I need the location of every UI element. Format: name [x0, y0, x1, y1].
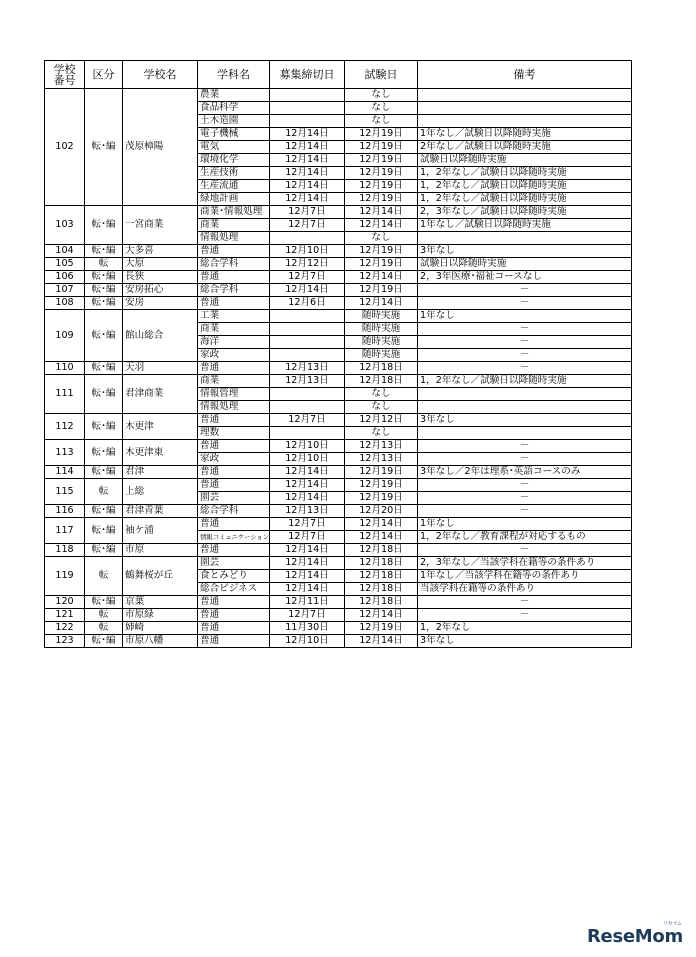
exam-date-cell: 12月19日 [345, 154, 418, 167]
logo-subtext: リセマム [663, 921, 682, 927]
department-cell: 総合ビジネス [198, 583, 270, 596]
deadline-cell: 12月14日 [270, 557, 345, 570]
department-cell: 普通 [198, 362, 270, 375]
exam-date-cell: なし [345, 427, 418, 440]
school-name-cell: 君津 [123, 466, 198, 479]
table-row [45, 440, 632, 453]
remarks-cell: － [418, 349, 632, 362]
deadline-cell: 12月10日 [270, 635, 345, 648]
deadline-cell [270, 336, 345, 349]
table-row [45, 544, 632, 557]
header-school-name: 学校名 [123, 61, 198, 89]
category-cell: 転･編 [85, 596, 123, 609]
deadline-cell: 12月7日 [270, 219, 345, 232]
remarks-cell: － [418, 284, 632, 297]
remarks-cell [418, 401, 632, 414]
deadline-cell [270, 349, 345, 362]
department-cell: 普通 [198, 414, 270, 427]
deadline-cell: 12月13日 [270, 362, 345, 375]
exam-date-cell: 12月18日 [345, 596, 418, 609]
department-cell: 商業 [198, 219, 270, 232]
exam-date-cell: 12月19日 [345, 128, 418, 141]
exam-date-cell: 12月14日 [345, 206, 418, 219]
exam-date-cell: 12月19日 [345, 245, 418, 258]
deadline-cell [270, 310, 345, 323]
school-name-cell: 一宮商業 [123, 206, 198, 245]
deadline-cell [270, 427, 345, 440]
school-name-cell: 茂原樟陽 [123, 89, 198, 206]
remarks-cell: － [418, 323, 632, 336]
school-number-cell: 112 [45, 414, 85, 440]
exam-date-cell: 随時実施 [345, 349, 418, 362]
remarks-cell: － [418, 362, 632, 375]
deadline-cell: 12月14日 [270, 154, 345, 167]
table-row [45, 622, 632, 635]
department-cell: 商業･情報処理 [198, 206, 270, 219]
deadline-cell: 12月14日 [270, 141, 345, 154]
deadline-cell: 12月14日 [270, 466, 345, 479]
category-cell: 転･編 [85, 505, 123, 518]
header-deadline: 募集締切日 [270, 61, 345, 89]
school-name-cell: 袖ケ浦 [123, 518, 198, 544]
department-cell: 食とみどり [198, 570, 270, 583]
remarks-cell: 当該学科在籍等の条件あり [418, 583, 632, 596]
remarks-cell: 試験日以降随時実施 [418, 154, 632, 167]
department-cell: 電気 [198, 141, 270, 154]
department-cell: 普通 [198, 297, 270, 310]
school-name-cell: 長狭 [123, 271, 198, 284]
remarks-cell: 試験日以降随時実施 [418, 258, 632, 271]
department-cell: 情報処理 [198, 401, 270, 414]
deadline-cell: 12月14日 [270, 284, 345, 297]
category-cell: 転 [85, 622, 123, 635]
exam-date-cell: 12月19日 [345, 466, 418, 479]
school-number-cell: 122 [45, 622, 85, 635]
school-name-cell: 安房 [123, 297, 198, 310]
department-cell: 総合学科 [198, 505, 270, 518]
school-number-cell: 118 [45, 544, 85, 557]
school-number-cell: 108 [45, 297, 85, 310]
school-number-cell: 119 [45, 557, 85, 596]
remarks-cell: 3年なし [418, 414, 632, 427]
department-cell: 普通 [198, 635, 270, 648]
department-cell: 工業 [198, 310, 270, 323]
category-cell: 転･編 [85, 89, 123, 206]
exam-date-cell: 12月18日 [345, 583, 418, 596]
table-row [45, 635, 632, 648]
exam-date-cell: 12月20日 [345, 505, 418, 518]
school-number-cell: 106 [45, 271, 85, 284]
department-cell: 園芸 [198, 557, 270, 570]
remarks-cell: － [418, 492, 632, 505]
table-row [45, 596, 632, 609]
exam-date-cell: 12月19日 [345, 479, 418, 492]
category-cell: 転 [85, 479, 123, 505]
table-row [45, 479, 632, 492]
school-number-cell: 111 [45, 375, 85, 414]
table-row [45, 284, 632, 297]
department-cell: 理数 [198, 427, 270, 440]
department-cell: 環境化学 [198, 154, 270, 167]
table-row [45, 557, 632, 570]
school-name-cell: 上総 [123, 479, 198, 505]
school-number-cell: 121 [45, 609, 85, 622]
deadline-cell: 12月14日 [270, 583, 345, 596]
department-cell: 普通 [198, 245, 270, 258]
exam-date-cell: 12月18日 [345, 557, 418, 570]
remarks-cell: 2，3年医療･福祉コースなし [418, 271, 632, 284]
table-row [45, 466, 632, 479]
deadline-cell [270, 401, 345, 414]
exam-date-cell: 12月19日 [345, 141, 418, 154]
remarks-cell: 1，2年なし／試験日以降随時実施 [418, 167, 632, 180]
department-cell: 緑地計画 [198, 193, 270, 206]
school-number-cell: 107 [45, 284, 85, 297]
remarks-cell: 1，2年なし／試験日以降随時実施 [418, 375, 632, 388]
remarks-cell: 1年なし／試験日以降随時実施 [418, 128, 632, 141]
deadline-cell: 12月14日 [270, 544, 345, 557]
deadline-cell: 12月7日 [270, 518, 345, 531]
department-cell: 家政 [198, 453, 270, 466]
school-number-cell: 113 [45, 440, 85, 466]
remarks-cell: 2年なし／試験日以降随時実施 [418, 141, 632, 154]
header-remarks: 備考 [418, 61, 632, 89]
deadline-cell: 12月14日 [270, 570, 345, 583]
department-cell: 情報管理 [198, 388, 270, 401]
remarks-cell: 3年なし [418, 245, 632, 258]
remarks-cell: 1，2年なし／試験日以降随時実施 [418, 180, 632, 193]
deadline-cell [270, 388, 345, 401]
deadline-cell: 12月10日 [270, 440, 345, 453]
remarks-cell [418, 388, 632, 401]
exam-date-cell: 12月19日 [345, 284, 418, 297]
exam-date-cell: 12月19日 [345, 193, 418, 206]
category-cell: 転･編 [85, 466, 123, 479]
department-cell: 普通 [198, 622, 270, 635]
remarks-cell: － [418, 336, 632, 349]
exam-date-cell: 12月19日 [345, 622, 418, 635]
exam-date-cell: なし [345, 232, 418, 245]
school-name-cell: 市原八幡 [123, 635, 198, 648]
remarks-cell: － [418, 453, 632, 466]
exam-date-cell: なし [345, 388, 418, 401]
table-row [45, 245, 632, 258]
deadline-cell: 12月10日 [270, 453, 345, 466]
table-row [45, 310, 632, 323]
deadline-cell: 11月30日 [270, 622, 345, 635]
remarks-cell: － [418, 609, 632, 622]
deadline-cell: 12月14日 [270, 180, 345, 193]
deadline-cell: 12月11日 [270, 596, 345, 609]
remarks-cell: 2，3年なし／試験日以降随時実施 [418, 206, 632, 219]
department-cell: 農業 [198, 89, 270, 102]
deadline-cell: 12月7日 [270, 531, 345, 544]
category-cell: 転･編 [85, 362, 123, 375]
deadline-cell: 12月13日 [270, 505, 345, 518]
school-name-cell: 天羽 [123, 362, 198, 375]
remarks-cell: 1，2年なし [418, 622, 632, 635]
deadline-cell: 12月12日 [270, 258, 345, 271]
category-cell: 転 [85, 609, 123, 622]
header-category: 区分 [85, 61, 123, 89]
department-cell: 電子機械 [198, 128, 270, 141]
school-name-cell: 鶴舞桜が丘 [123, 557, 198, 596]
exam-date-cell: 12月13日 [345, 453, 418, 466]
department-cell: 生産技術 [198, 167, 270, 180]
department-cell: 土木造園 [198, 115, 270, 128]
remarks-cell: － [418, 505, 632, 518]
deadline-cell: 12月14日 [270, 479, 345, 492]
remarks-cell: － [418, 440, 632, 453]
deadline-cell: 12月7日 [270, 414, 345, 427]
exam-date-cell: 随時実施 [345, 323, 418, 336]
remarks-cell: 1年なし／試験日以降随時実施 [418, 219, 632, 232]
exam-date-cell: 12月14日 [345, 635, 418, 648]
exam-date-cell: 12月19日 [345, 167, 418, 180]
table-row [45, 414, 632, 427]
remarks-cell: 3年なし／2年は理系･英語コースのみ [418, 466, 632, 479]
remarks-cell: － [418, 479, 632, 492]
exam-date-cell: なし [345, 115, 418, 128]
deadline-cell [270, 89, 345, 102]
remarks-cell: 3年なし [418, 635, 632, 648]
exam-date-cell: なし [345, 401, 418, 414]
remarks-cell: 1年なし／当該学科在籍等の条件あり [418, 570, 632, 583]
table-row [45, 271, 632, 284]
school-number-cell: 103 [45, 206, 85, 245]
exam-date-cell: 12月19日 [345, 492, 418, 505]
exam-date-cell: 12月14日 [345, 518, 418, 531]
exam-date-cell: 12月14日 [345, 271, 418, 284]
header-school-number: 学校 番号 [45, 61, 85, 89]
department-cell: 普通 [198, 518, 270, 531]
exam-date-cell: 12月19日 [345, 180, 418, 193]
school-name-cell: 安房拓心 [123, 284, 198, 297]
school-number-cell: 123 [45, 635, 85, 648]
department-cell: 普通 [198, 609, 270, 622]
remarks-cell: 1年なし [418, 518, 632, 531]
school-number-cell: 109 [45, 310, 85, 362]
resemom-logo [587, 921, 683, 947]
school-name-cell: 市原 [123, 544, 198, 557]
table-row [45, 362, 632, 375]
category-cell: 転･編 [85, 440, 123, 466]
department-cell: 普通 [198, 596, 270, 609]
department-cell: 情報コミュニケーション [198, 531, 270, 544]
category-cell: 転･編 [85, 375, 123, 414]
exam-date-cell: なし [345, 89, 418, 102]
department-cell: 食品科学 [198, 102, 270, 115]
category-cell: 転･編 [85, 206, 123, 245]
school-number-cell: 115 [45, 479, 85, 505]
school-number-cell: 105 [45, 258, 85, 271]
category-cell: 転･編 [85, 414, 123, 440]
school-number-cell: 104 [45, 245, 85, 258]
header-exam-date: 試験日 [345, 61, 418, 89]
department-cell: 普通 [198, 479, 270, 492]
school-number-cell: 116 [45, 505, 85, 518]
deadline-cell [270, 232, 345, 245]
department-cell: 生産流通 [198, 180, 270, 193]
exam-date-cell: 12月18日 [345, 375, 418, 388]
department-cell: 園芸 [198, 492, 270, 505]
exam-date-cell: 12月14日 [345, 531, 418, 544]
remarks-cell: 1年なし [418, 310, 632, 323]
school-name-cell: 京葉 [123, 596, 198, 609]
deadline-cell [270, 102, 345, 115]
remarks-cell: 1，2年なし／試験日以降随時実施 [418, 193, 632, 206]
deadline-cell: 12月10日 [270, 245, 345, 258]
remarks-cell [418, 115, 632, 128]
category-cell: 転･編 [85, 635, 123, 648]
remarks-cell: － [418, 596, 632, 609]
table-row [45, 206, 632, 219]
department-cell: 家政 [198, 349, 270, 362]
department-cell: 商業 [198, 375, 270, 388]
department-cell: 普通 [198, 271, 270, 284]
remarks-cell: － [418, 297, 632, 310]
logo-text: ReseMom [587, 926, 683, 947]
department-cell: 普通 [198, 440, 270, 453]
exam-date-cell: 12月19日 [345, 258, 418, 271]
table-row [45, 258, 632, 271]
remarks-cell: － [418, 544, 632, 557]
deadline-cell: 12月7日 [270, 609, 345, 622]
school-name-cell: 木更津 [123, 414, 198, 440]
remarks-cell: 2，3年なし／当該学科在籍等の条件あり [418, 557, 632, 570]
department-cell: 商業 [198, 323, 270, 336]
category-cell: 転･編 [85, 544, 123, 557]
category-cell: 転･編 [85, 271, 123, 284]
exam-date-cell: 12月14日 [345, 219, 418, 232]
category-cell: 転･編 [85, 518, 123, 544]
exam-date-cell: 12月18日 [345, 362, 418, 375]
table-row [45, 297, 632, 310]
department-cell: 総合学科 [198, 258, 270, 271]
remarks-cell [418, 89, 632, 102]
school-name-cell: 大原 [123, 258, 198, 271]
exam-date-cell: 12月12日 [345, 414, 418, 427]
category-cell: 転･編 [85, 310, 123, 362]
exam-date-cell: 12月14日 [345, 297, 418, 310]
department-cell: 情報処理 [198, 232, 270, 245]
school-name-cell: 木更津東 [123, 440, 198, 466]
school-name-cell: 市原緑 [123, 609, 198, 622]
department-cell: 普通 [198, 466, 270, 479]
header-department: 学科名 [198, 61, 270, 89]
category-cell: 転･編 [85, 297, 123, 310]
remarks-cell [418, 102, 632, 115]
deadline-cell: 12月7日 [270, 206, 345, 219]
school-number-cell: 117 [45, 518, 85, 544]
deadline-cell: 12月14日 [270, 193, 345, 206]
school-name-cell: 君津青葉 [123, 505, 198, 518]
table-body [45, 89, 632, 648]
school-number-cell: 102 [45, 89, 85, 206]
remarks-cell [418, 427, 632, 440]
table-row [45, 505, 632, 518]
table-header [45, 61, 632, 89]
category-cell: 転 [85, 258, 123, 271]
school-name-cell: 大多喜 [123, 245, 198, 258]
school-name-cell: 姉崎 [123, 622, 198, 635]
deadline-cell: 12月14日 [270, 167, 345, 180]
remarks-cell [418, 232, 632, 245]
deadline-cell: 12月14日 [270, 128, 345, 141]
deadline-cell: 12月7日 [270, 271, 345, 284]
department-cell: 海洋 [198, 336, 270, 349]
department-cell: 普通 [198, 544, 270, 557]
school-number-cell: 110 [45, 362, 85, 375]
deadline-cell [270, 323, 345, 336]
table-row [45, 89, 632, 102]
table-row [45, 518, 632, 531]
deadline-cell: 12月6日 [270, 297, 345, 310]
category-cell: 転 [85, 557, 123, 596]
schedule-table [44, 60, 632, 648]
category-cell: 転･編 [85, 284, 123, 297]
exam-date-cell: 12月18日 [345, 544, 418, 557]
department-cell: 総合学科 [198, 284, 270, 297]
deadline-cell: 12月13日 [270, 375, 345, 388]
school-name-cell: 館山総合 [123, 310, 198, 362]
school-number-cell: 114 [45, 466, 85, 479]
school-name-cell: 君津商業 [123, 375, 198, 414]
exam-date-cell: 随時実施 [345, 310, 418, 323]
exam-date-cell: 12月18日 [345, 570, 418, 583]
exam-date-cell: 12月14日 [345, 609, 418, 622]
exam-date-cell: 随時実施 [345, 336, 418, 349]
exam-date-cell: 12月13日 [345, 440, 418, 453]
exam-date-cell: なし [345, 102, 418, 115]
category-cell: 転･編 [85, 245, 123, 258]
school-number-cell: 120 [45, 596, 85, 609]
remarks-cell: 1，2年なし／教育課程が対応するもの [418, 531, 632, 544]
table-row [45, 609, 632, 622]
deadline-cell: 12月14日 [270, 492, 345, 505]
table-row [45, 375, 632, 388]
deadline-cell [270, 115, 345, 128]
